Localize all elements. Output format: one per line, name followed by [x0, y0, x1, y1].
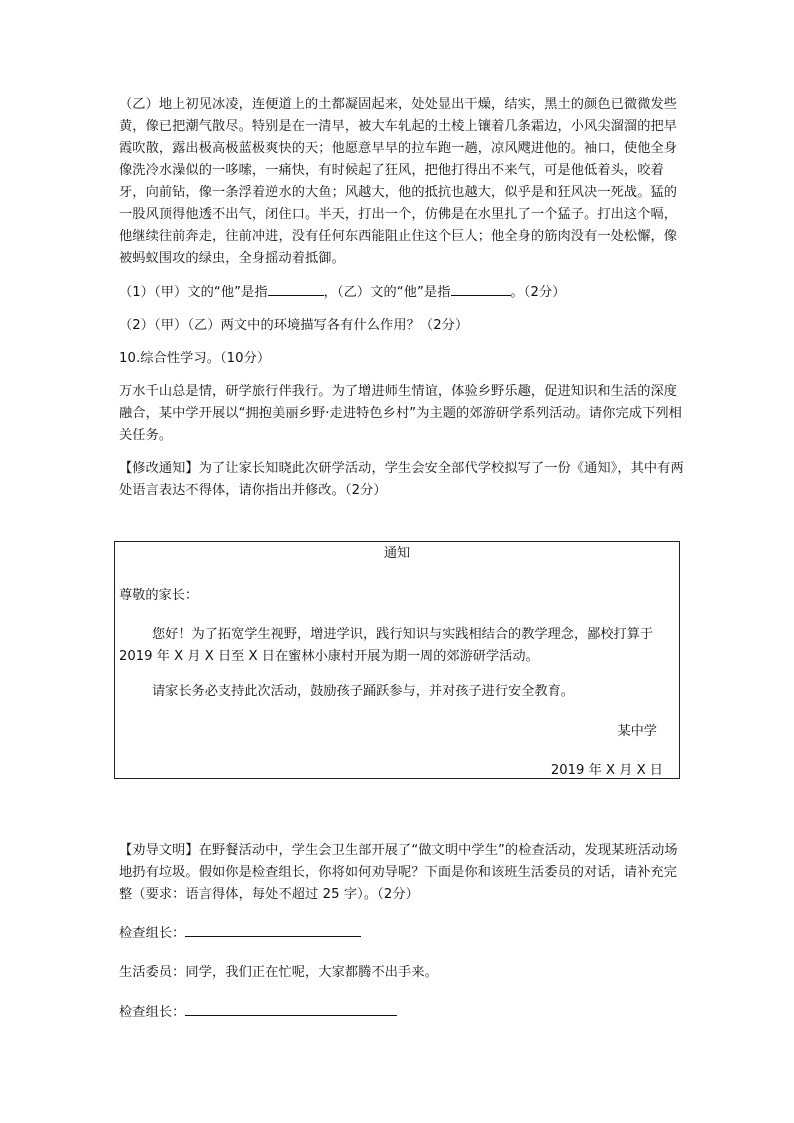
- leader-answer-blank-2[interactable]: [185, 1001, 397, 1016]
- notice-body-1: 您好！为了拓宽学生视野，增进学识，践行知识与实践相结合的教学理念，鄙校打算于 2019 年 X 月 X 日至 X 日在蜜林小康村开展为期一周的郊游研学活动。: [119, 627, 654, 664]
- passage-yi: （乙）地上初见冰凌，连便道上的土都凝固起来，处处显出干燥，结实，黑土的颜色已微微发些黄，像已把潮气散尽。特别是在一清早，被大车轧起的土棱上镶着几条霜边，小风尖溜溜的把早霞吹散，露出极高极蓝极爽快的天；他愿意早早的拉车跑一趟，凉风飕进他的。袖口，使他全身像洗冷水澡似的一哆嗦，一痛快，有时候起了狂风，把他打得出不来气，可是他低着头，咬着牙，向前钻，像一条浮着逆水的大鱼；风越大，他的抵抗也越大，似乎是和狂风决一死战。猛的一股风顶得他透不出气，闭住口。半天，打出一个，仿佛是在水里扎了一个猛子。打出这个嗝，他继续往前奔走，往前冲进，没有任何东西能阻止住这个巨人；他全身的筋肉没有一处松懈，像被蚂蚁围攻的绿虫，全身摇动着抵御。: [119, 97, 678, 266]
- exam-page: [119, 94, 685, 513]
- task-revise-notice: 【修改通知】为了让家长知晓此次研学活动，学生会安全部代学校拟写了一份《通知》，其中有两处语言表达不得体，请你指出并修改。（2分）: [119, 461, 684, 498]
- notice-box: [114, 541, 680, 779]
- question-2: （2）（甲）（乙）两文中的环境描写各有什么作用？（2分）: [119, 318, 469, 333]
- leader-label-2: 检查组长：: [119, 1005, 186, 1020]
- question-10-heading: 10.综合性学习。（10分）: [119, 351, 271, 366]
- dialogue-leader-2: [119, 1001, 685, 1024]
- leader-label-1: 检查组长：: [119, 926, 186, 941]
- civility-section: [119, 840, 685, 1041]
- task-civility: 【劝导文明】在野餐活动中，学生会卫生部开展了“做文明中学生”的检查活动，发现某班活动场地扔有垃圾。假如你是检查组长，你将如何劝导呢？下面是你和该班生活委员的对话，请补充完整（要求：语言得体，每处不超过 25 字）。（2分）: [119, 843, 678, 902]
- activity-intro: 万水千山总是情，研学旅行伴我行。为了增进师生情谊，体验乡野乐趣，促进知识和生活的深度融合，某中学开展以“拥抱美丽乡野·走进特色乡村”为主题的郊游研学系列活动。请你完成下列相关任务。: [119, 384, 682, 443]
- dialogue-leader-1: [119, 922, 685, 945]
- question-1: [119, 281, 685, 304]
- dialogue-monitor: 生活委员：同学，我们正在忙呢，大家都腾不出手来。: [119, 965, 438, 980]
- q1-blank-a[interactable]: [268, 281, 324, 296]
- q1-part-b: ，（乙）文的“他”是指: [323, 285, 451, 300]
- leader-answer-blank-1[interactable]: [185, 922, 361, 937]
- notice-signer: 某中学: [617, 724, 657, 739]
- notice-title: 通知: [383, 546, 411, 561]
- q1-blank-b[interactable]: [451, 281, 511, 296]
- notice-greeting: 尊敬的家长：: [119, 588, 199, 603]
- notice-date: 2019 年 X 月 X 日: [550, 763, 663, 778]
- q1-part-a: （1）（甲）文的“他”是指: [119, 285, 268, 300]
- notice-body-2: 请家长务必支持此次活动，鼓励孩子踊跃参与，并对孩子进行安全教育。: [152, 684, 574, 699]
- q1-part-c: 。（2分）: [510, 285, 566, 300]
